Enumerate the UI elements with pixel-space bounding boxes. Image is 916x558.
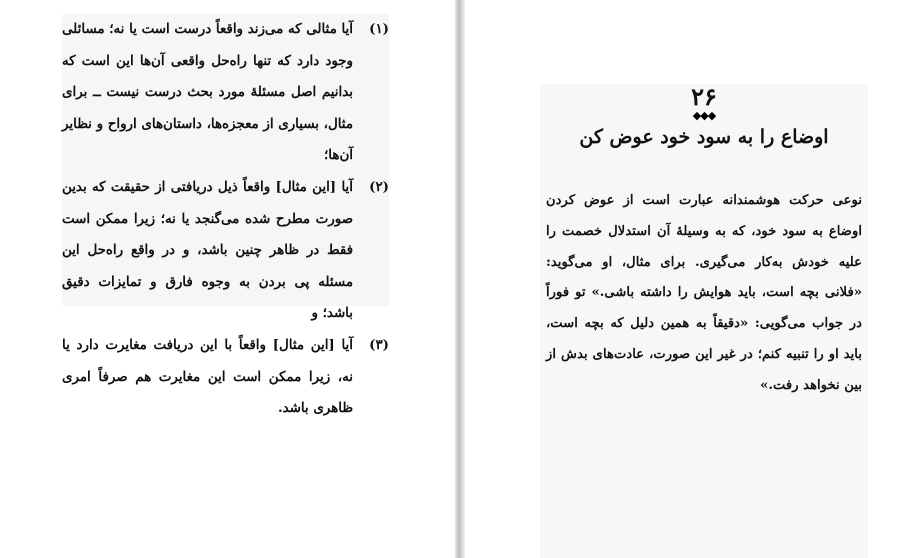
item-text: آیا [این مثال] واقعاً با این دریافت مغایرت دارد یا نه، زیرا ممکن است این مغایرت هم صرفاً امری ظاهری باشد. bbox=[62, 336, 353, 417]
list-item bbox=[62, 14, 389, 172]
item-text: آیا [این مثال] واقعاً ذیل دریافتی از حقیقت که بدین صورت مطرح شده می‌گنجد یا نه؛ زیرا ممکن است فقط در ظاهر چنین باشد، و در واقع راه‌حل این مسئله پی بردن به وجوه فارق و تمایزات دقیق باشد؛ و bbox=[62, 178, 353, 322]
item-number: (۱) bbox=[369, 21, 389, 37]
chapter-title: اوضاع را به سود خود عوض کن bbox=[579, 126, 829, 148]
list-item bbox=[62, 330, 389, 425]
right-page bbox=[540, 84, 868, 558]
item-number: (۲) bbox=[369, 178, 389, 195]
left-page bbox=[62, 14, 389, 417]
chapter-number: ۲۶ bbox=[691, 82, 717, 111]
item-text: آیا مثالی که می‌زند واقعاً درست است یا نه؛ مسائلی وجود دارد که تنها راه‌حل واقعی آن‌ها این است که بدانیم اصل مسئلهٔ مورد بحث درست نیست ــ برای مثال، بسیاری از معجزه‌ها، داستان‌های ارواح و نظایر آن‌ها؛ bbox=[62, 21, 353, 164]
ornament-icon: ◆◆◆ bbox=[692, 109, 716, 122]
page-gutter bbox=[455, 0, 465, 558]
chapter-body: نوعی حرکت هوشمندانه عبارت است از عوض کردن اوضاع به سود خود، که به وسیلهٔ آن استدلال خصمت را علیه خودش به‌کار می‌گیری. برای مثال، او می‌گوید: «فلانی بچه است، باید هوایش را داشته باشی.» تو فوراً در جواب می‌گویی: «دقیقاً به همین دلیل که بچه است، باید او را تنبیه کنم؛ در غیر این صورت، عادت‌های بدش از بین نخواهد رفت.» bbox=[546, 193, 862, 393]
list-item bbox=[62, 172, 389, 330]
item-number: (۳) bbox=[369, 336, 389, 353]
